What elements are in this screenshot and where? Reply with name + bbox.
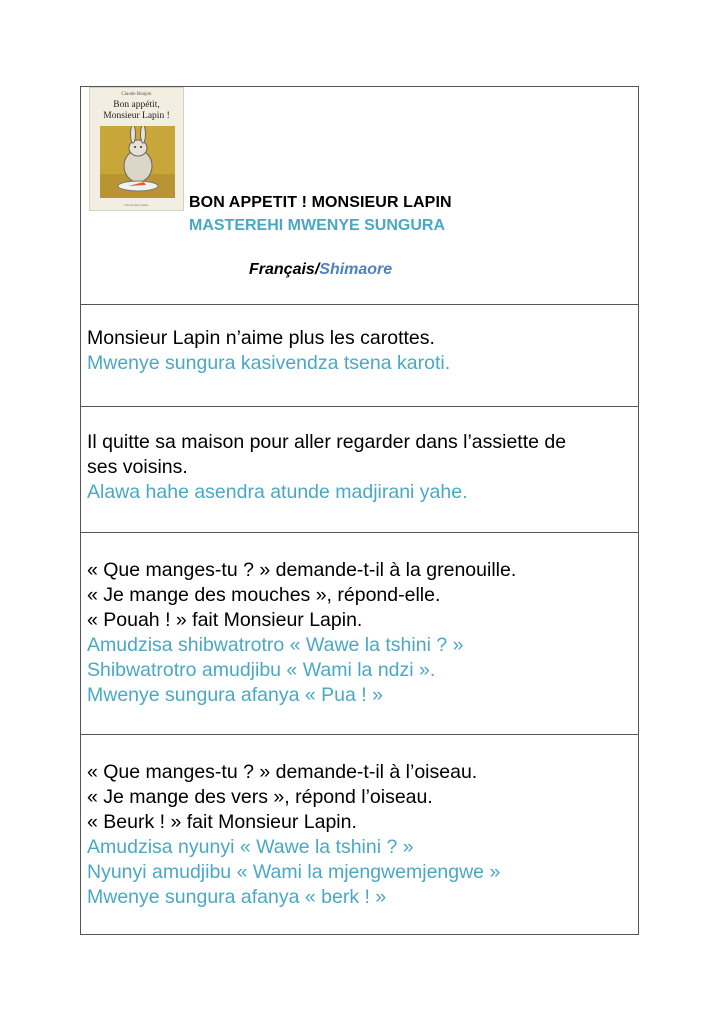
french-line: « Je mange des mouches », répond-elle. bbox=[87, 584, 441, 606]
french-line: « Beurk ! » fait Monsieur Lapin. bbox=[87, 811, 357, 833]
cover-title-line1: Bon appétit, bbox=[113, 100, 160, 110]
cover-title bbox=[90, 100, 183, 122]
rabbit-illustration-icon bbox=[100, 126, 175, 198]
french-line: Monsieur Lapin n’aime plus les carottes. bbox=[87, 327, 435, 349]
language-label bbox=[249, 261, 392, 279]
story-section-4 bbox=[81, 735, 638, 936]
section-text bbox=[87, 430, 566, 505]
section-text bbox=[87, 326, 450, 376]
section-text bbox=[87, 558, 516, 708]
french-line: « Que manges-tu ? » demande-t-il à la grenouille. bbox=[87, 559, 517, 581]
shimaore-line: Amudzisa shibwatrotro « Wawe la tshini ? » bbox=[87, 634, 464, 656]
language-label-shimaore: Shimaore bbox=[319, 261, 393, 278]
story-table bbox=[80, 86, 639, 935]
story-section-3 bbox=[81, 533, 638, 735]
shimaore-line: Alawa hahe asendra atunde madjirani yahe. bbox=[87, 481, 468, 503]
shimaore-line: Shibwatrotro amudjibu « Wami la ndzi ». bbox=[87, 659, 436, 681]
title-shimaore: MASTEREHI MWENYE SUNGURA bbox=[189, 217, 446, 234]
french-line: « Je mange des vers », répond l’oiseau. bbox=[87, 786, 433, 808]
french-line: « Que manges-tu ? » demande-t-il à l’oiseau. bbox=[87, 761, 478, 783]
cover-title-line2: Monsieur Lapin ! bbox=[103, 111, 170, 121]
cover-publisher: l'école des loisirs bbox=[124, 203, 149, 207]
french-line: « Pouah ! » fait Monsieur Lapin. bbox=[87, 609, 363, 631]
french-line: ses voisins. bbox=[87, 456, 188, 478]
section-text bbox=[87, 760, 500, 910]
book-cover-image bbox=[89, 87, 184, 211]
story-section-2 bbox=[81, 407, 638, 533]
shimaore-line: Mwenye sungura kasivendza tsena karoti. bbox=[87, 352, 451, 374]
language-label-french: Français/ bbox=[249, 261, 320, 278]
story-section-1 bbox=[81, 305, 638, 407]
french-line: Il quitte sa maison pour aller regarder dans l’assiette de bbox=[87, 431, 567, 453]
shimaore-line: Nyunyi amudjibu « Wami la mjengwemjengwe » bbox=[87, 861, 501, 883]
shimaore-line: Mwenye sungura afanya « Pua ! » bbox=[87, 684, 383, 706]
cover-author: Claude Boujon bbox=[121, 92, 152, 97]
shimaore-line: Amudzisa nyunyi « Wawe la tshini ? » bbox=[87, 836, 414, 858]
title-french: BON APPETIT ! MONSIEUR LAPIN bbox=[189, 194, 452, 211]
header-cell bbox=[81, 87, 638, 305]
shimaore-line: Mwenye sungura afanya « berk ! » bbox=[87, 886, 387, 908]
